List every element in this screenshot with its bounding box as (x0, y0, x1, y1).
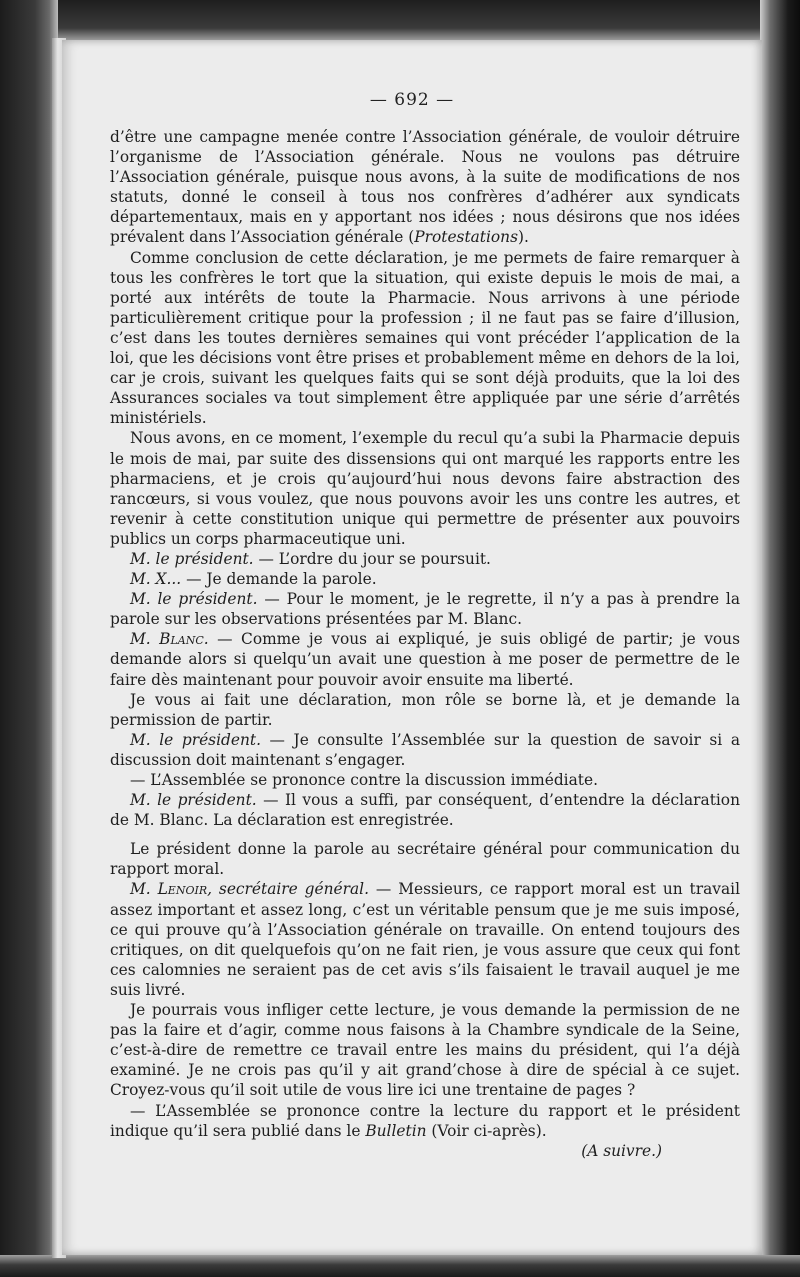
text-run: M. (130, 630, 160, 649)
document-body (110, 127, 740, 1161)
paragraph-p6 (110, 589, 740, 629)
scan-border-left (0, 0, 58, 1277)
text-run: — Messieurs, ce rapport moral est un travail assez important et assez long, c’est un véritable pensum que je me suis imposé, ce qui prouve qu’à l’Association générale on travaille. On entend toujours des critiques, on dit quelquefois qu’on ne fait rien, je vous assure que ceux qui font ces calomnies ne seraient pas de cet avis s’ils faisaient le travail auquel je me suis livré. (110, 880, 740, 999)
text-run: Je pourrais vous infliger cette lecture, je vous demande la permission de ne pas la faire et d’agir, comme nous faisons à la Chambre syndicale de la Seine, c’est-à-dire de remettre ce travail entre les mains du président, qui l’a déjà examiné. Je ne crois pas qu’il y ait grand’chose à dire de spécial à ce sujet. Croyez-vous qu’il soit utile de vous lire ici une trentaine de pages ? (110, 1001, 740, 1100)
paragraph-p7 (110, 629, 740, 689)
to-be-continued: (A suivre.) (581, 1141, 662, 1160)
paragraph-p11 (110, 790, 740, 830)
text-run: — L’Assemblée se prononce contre la discussion immédiate. (130, 771, 598, 789)
text-run: M. le président. (130, 549, 254, 568)
paragraph-p1 (110, 127, 740, 248)
text-run: — Il vous a suffi, par conséquent, d’entendre la déclaration de M. Blanc. La déclaration est enregistrée. (110, 791, 740, 830)
text-run: Bulletin (365, 1121, 427, 1140)
paragraph-p8 (110, 690, 740, 730)
text-run: Blanc. (159, 630, 209, 649)
paragraph-p12 (110, 839, 740, 879)
text-run: M. le président. (130, 730, 261, 749)
paragraph-p2 (110, 248, 740, 429)
paragraph-p14 (110, 1000, 740, 1100)
text-run: M. (130, 880, 158, 899)
text-run: Lenoir (157, 880, 208, 899)
text-run: — L’ordre du jour se poursuit. (253, 549, 491, 568)
text-run: — Je consulte l’Assemblée sur la question de savoir si a discussion doit maintenant s’engager. (110, 730, 740, 769)
text-run: — L’Assemblée se prononce contre la lecture du rapport et le président indique qu’il sera publié dans le (110, 1101, 740, 1140)
paragraph-p3 (110, 428, 740, 549)
paragraph-p5 (110, 569, 740, 589)
text-run: — Comme je vous ai expliqué, je suis obligé de partir; je vous demande alors si quelqu’un avait une question à me poser de permettre de le faire dès maintenant pour pouvoir avoir ensuite ma liberté. (110, 630, 740, 689)
text-run: M. le président. (130, 791, 257, 810)
text-run: — Je demande la parole. (181, 570, 377, 589)
paragraph-p4 (110, 549, 740, 569)
text-run: ). (518, 228, 529, 247)
paragraph-p13 (110, 879, 740, 1000)
scan-border-bottom (0, 1255, 800, 1277)
text-run: Nous avons, en ce moment, l’exemple du recul qu’a subi la Pharmacie depuis le mois de mai, par suite des dissensions qui ont marqué les rapports entre les pharmaciens, et je crois qu’aujourd’hui nous devons faire abstraction des rancœurs, si vous voulez, que nous pouvons avoir les uns contre les autres, et revenir à cette constitution unique qui permettre de présenter aux pouvoirs publics un corps pharmaceutique uni. (110, 429, 740, 548)
paragraph-p9 (110, 730, 740, 770)
text-run: (Voir ci-après). (426, 1121, 547, 1140)
text-run: Comme conclusion de cette déclaration, je me permets de faire remarquer à tous les confrères le tort que la situation, qui existe depuis le mois de mai, a porté aux intérêts de toute la Pharmacie. Nous arrivons à une période particulièrement critique pour la profession ; il ne faut pas se faire d’illusion, c’est dans les toutes dernières semaines qui vont précéder l’application de la loi, que les décisions vont être prises et probablement même en dehors de la loi, car je crois, suivant les quelques faits qui se sont déjà produits, que la loi des Assurances sociales va tout simplement être appliquée par une série d’arrêtés ministériels. (110, 248, 740, 428)
paragraph-p10 (110, 770, 740, 790)
text-run: , secrétaire général. (207, 880, 369, 899)
text-run: — Pour le moment, je le regrette, il n’y a pas à prendre la parole sur les observations présentées par M. Blanc. (110, 590, 740, 629)
text-run: Je vous ai fait une déclaration, mon rôle se borne là, et je demande la permission de partir. (110, 690, 740, 729)
scan-border-top (0, 0, 800, 40)
text-run: d’être une campagne menée contre l’Association générale, de vouloir détruire l’organisme de l’Association générale. Nous ne voulons pas détruire l’Association générale, puisque nous avons, à la suite de modifications de nos statuts, donné le conseil à tous nos confrères d’adhérer aux syndicats départementaux, mais en y apportant nos idées ; nous désirons que nos idées prévalent dans l’Association générale ( (110, 128, 740, 247)
text-run: Le président donne la parole au secrétaire général pour communication du rapport moral. (110, 840, 740, 879)
text-run: M. X... (130, 570, 182, 589)
paragraph-p15 (110, 1101, 740, 1141)
scan-border-right (760, 0, 800, 1277)
text-run: Protestations (414, 228, 518, 247)
page-number: — 692 — (369, 90, 455, 110)
text-run: M. le président. (130, 590, 258, 609)
